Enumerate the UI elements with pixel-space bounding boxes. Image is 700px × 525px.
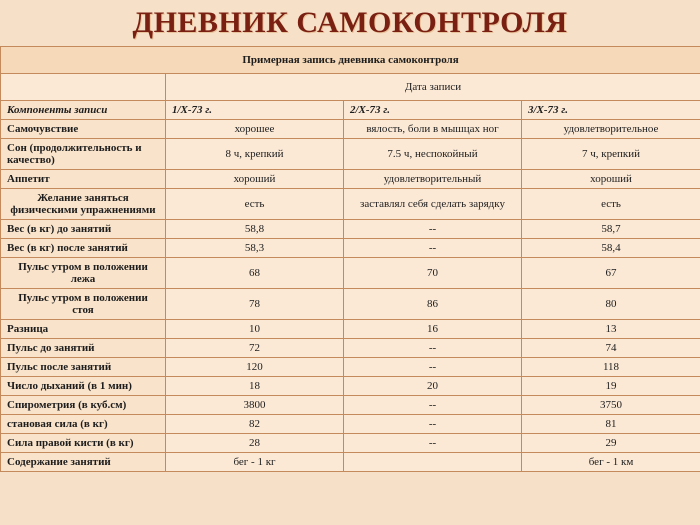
cell-value: заставлял себя сделать зарядку (344, 189, 522, 220)
cell-value: 3750 (522, 396, 700, 415)
date-column-header-3: 3/X-73 г. (522, 101, 700, 120)
table-row (1, 289, 700, 320)
cell-value: бег - 1 км (522, 453, 700, 472)
row-label: Самочувствие (1, 120, 166, 139)
cell-value: 68 (166, 258, 344, 289)
table-row (1, 189, 700, 220)
cell-value: есть (522, 189, 700, 220)
table-row (1, 453, 700, 472)
cell-value: 82 (166, 415, 344, 434)
row-label: Пульс утром в положении лежа (1, 258, 166, 289)
cell-value: -- (344, 415, 522, 434)
cell-value: 7.5 ч, неспокойный (344, 139, 522, 170)
cell-value: -- (344, 339, 522, 358)
table-subtitle-row (1, 47, 700, 74)
row-label: Сила правой кисти (в кг) (1, 434, 166, 453)
cell-value: -- (344, 434, 522, 453)
title-bar (0, 0, 700, 46)
cell-value: есть (166, 189, 344, 220)
row-label: Содержание занятий (1, 453, 166, 472)
cell-value: 28 (166, 434, 344, 453)
empty-corner-cell (1, 74, 166, 101)
cell-value: удовлетворительный (344, 170, 522, 189)
cell-value: хорошее (166, 120, 344, 139)
cell-value: 67 (522, 258, 700, 289)
row-label: Пульс до занятий (1, 339, 166, 358)
table-row (1, 358, 700, 377)
cell-value: 58,8 (166, 220, 344, 239)
cell-value: 118 (522, 358, 700, 377)
cell-value: 80 (522, 289, 700, 320)
cell-value: 74 (522, 339, 700, 358)
table-row (1, 220, 700, 239)
cell-value: 81 (522, 415, 700, 434)
cell-value: 8 ч, крепкий (166, 139, 344, 170)
cell-value: вялость, боли в мышцах ног (344, 120, 522, 139)
cell-value: -- (344, 358, 522, 377)
cell-value: 18 (166, 377, 344, 396)
date-header-label: Дата записи (166, 74, 700, 101)
table-row (1, 239, 700, 258)
row-label: Пульс после занятий (1, 358, 166, 377)
table-row (1, 415, 700, 434)
row-label: Аппетит (1, 170, 166, 189)
table-row (1, 170, 700, 189)
row-label: Вес (в кг) после занятий (1, 239, 166, 258)
row-label: Число дыханий (в 1 мин) (1, 377, 166, 396)
cell-value: 13 (522, 320, 700, 339)
cell-value: 7 ч, крепкий (522, 139, 700, 170)
cell-value: 3800 (166, 396, 344, 415)
table-row (1, 258, 700, 289)
row-label: Желание заняться физическими упражнениями (1, 189, 166, 220)
cell-value: хороший (522, 170, 700, 189)
cell-value: 70 (344, 258, 522, 289)
cell-value: -- (344, 220, 522, 239)
date-column-header-2: 2/X-73 г. (344, 101, 522, 120)
row-label: Спирометрия (в куб.см) (1, 396, 166, 415)
cell-value: хороший (166, 170, 344, 189)
cell-value: -- (344, 396, 522, 415)
cell-value: 58,4 (522, 239, 700, 258)
table-row (1, 320, 700, 339)
table-row (1, 434, 700, 453)
cell-value: 29 (522, 434, 700, 453)
cell-value: бег - 1 кг (166, 453, 344, 472)
cell-value: 20 (344, 377, 522, 396)
table-subtitle: Примерная запись дневника самоконтроля (1, 47, 700, 74)
cell-value: 16 (344, 320, 522, 339)
cell-value: 86 (344, 289, 522, 320)
cell-value: 78 (166, 289, 344, 320)
table-row (1, 377, 700, 396)
cell-value: 10 (166, 320, 344, 339)
date-column-header-1: 1/X-73 г. (166, 101, 344, 120)
table-row (1, 396, 700, 415)
page-title: ДНЕВНИК САМОКОНТРОЛЯ (132, 6, 568, 39)
column-header-row (1, 101, 700, 120)
row-label: Сон (продолжительность и качество) (1, 139, 166, 170)
cell-value: удовлетворительное (522, 120, 700, 139)
row-label: Вес (в кг) до занятий (1, 220, 166, 239)
table-row (1, 139, 700, 170)
cell-value: -- (344, 239, 522, 258)
cell-value: 120 (166, 358, 344, 377)
date-header-row (1, 74, 700, 101)
table-row (1, 339, 700, 358)
components-column-header: Компоненты записи (1, 101, 166, 120)
row-label: Разница (1, 320, 166, 339)
cell-value: 58,7 (522, 220, 700, 239)
self-control-diary-table (0, 46, 700, 472)
cell-value (344, 453, 522, 472)
cell-value: 72 (166, 339, 344, 358)
row-label: становая сила (в кг) (1, 415, 166, 434)
cell-value: 19 (522, 377, 700, 396)
cell-value: 58,3 (166, 239, 344, 258)
row-label: Пульс утром в положении стоя (1, 289, 166, 320)
table-row (1, 120, 700, 139)
